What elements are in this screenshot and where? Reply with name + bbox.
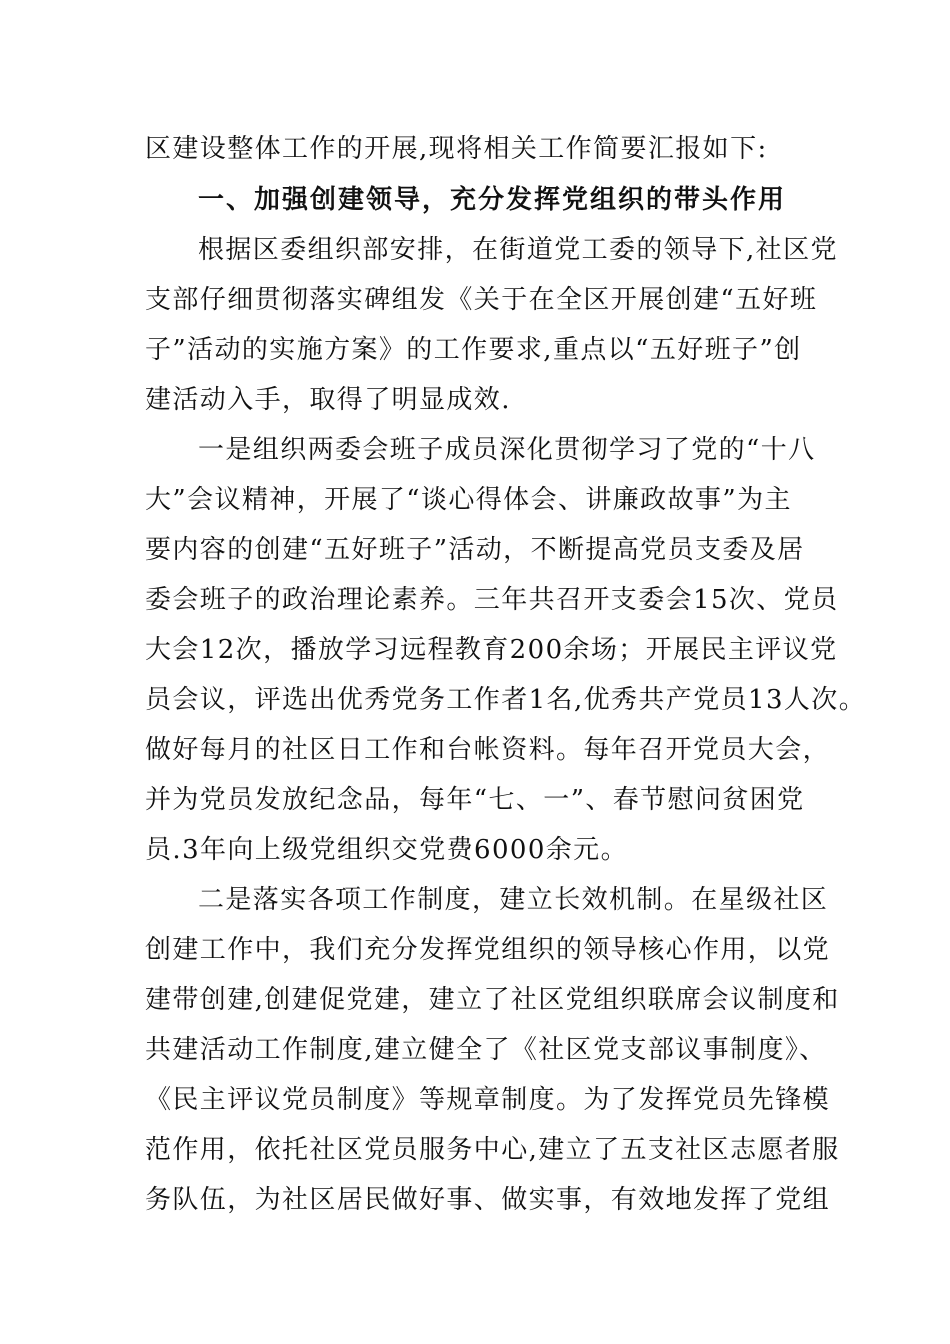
paragraph-3-line: 范作用，依托社区党员服务中心,建立了五支社区志愿者服 bbox=[145, 1135, 840, 1165]
paragraph-1-line: 子”活动的实施方案》的工作要求,重点以“五好班子”创 bbox=[145, 335, 802, 365]
paragraph-2-line: 做好每月的社区日工作和台帐资料。每年召开党员大会， bbox=[145, 735, 831, 765]
paragraph-3-line: 《民主评议党员制度》等规章制度。为了发挥党员先锋模 bbox=[145, 1085, 831, 1115]
paragraph-1-line: 支部仔细贯彻落实碑组发《关于在全区开展创建“五好班 bbox=[145, 285, 818, 315]
paragraph-2-line: 大会12次，播放学习远程教育200余场；开展民主评议党 bbox=[145, 635, 838, 665]
paragraph-2-line: 员.3年向上级党组织交党费6000余元。 bbox=[145, 835, 628, 865]
paragraph-2-line: 并为党员发放纪念品，每年“七、一”、春节慰问贫困党 bbox=[145, 785, 805, 815]
paragraph-2-line: 一是组织两委会班子成员深化贯彻学习了党的“十八 bbox=[198, 435, 816, 465]
paragraph-2-line: 要内容的创建“五好班子”活动，不断提高党员支委及居 bbox=[145, 535, 805, 565]
paragraph-1-line: 根据区委组织部安排，在街道党工委的领导下,社区党 bbox=[198, 235, 838, 265]
paragraph-1-line: 建活动入手，取得了明显成效. bbox=[145, 385, 511, 415]
paragraph-3-line: 二是落实各项工作制度，建立长效机制。在星级社区 bbox=[198, 885, 829, 915]
paragraph-2-line: 委会班子的政治理论素养。三年共召开支委会15次、党员 bbox=[145, 585, 839, 615]
paragraph-2-line: 员会议，评选出优秀党务工作者1名,优秀共产党员13人次。 bbox=[145, 685, 867, 715]
paragraph-3-line: 创建工作中，我们充分发挥党组织的领导核心作用，以党 bbox=[145, 935, 831, 965]
paragraph-2-line: 大”会议精神，开展了“谈心得体会、讲廉政故事”为主 bbox=[145, 485, 792, 515]
paragraph-3-line: 建带创建,创建促党建，建立了社区党组织联席会议制度和 bbox=[145, 985, 840, 1015]
paragraph-3-line: 务队伍，为社区居民做好事、做实事，有效地发挥了党组 bbox=[145, 1185, 831, 1215]
paragraph-intro-line: 区建设整体工作的开展,现将相关工作简要汇报如下: bbox=[145, 134, 768, 164]
paragraph-3-line: 共建活动工作制度,建立健全了《社区党支部议事制度》、 bbox=[145, 1035, 827, 1065]
section-heading: 一、加强创建领导，充分发挥党组织的带头作用 bbox=[198, 185, 787, 215]
